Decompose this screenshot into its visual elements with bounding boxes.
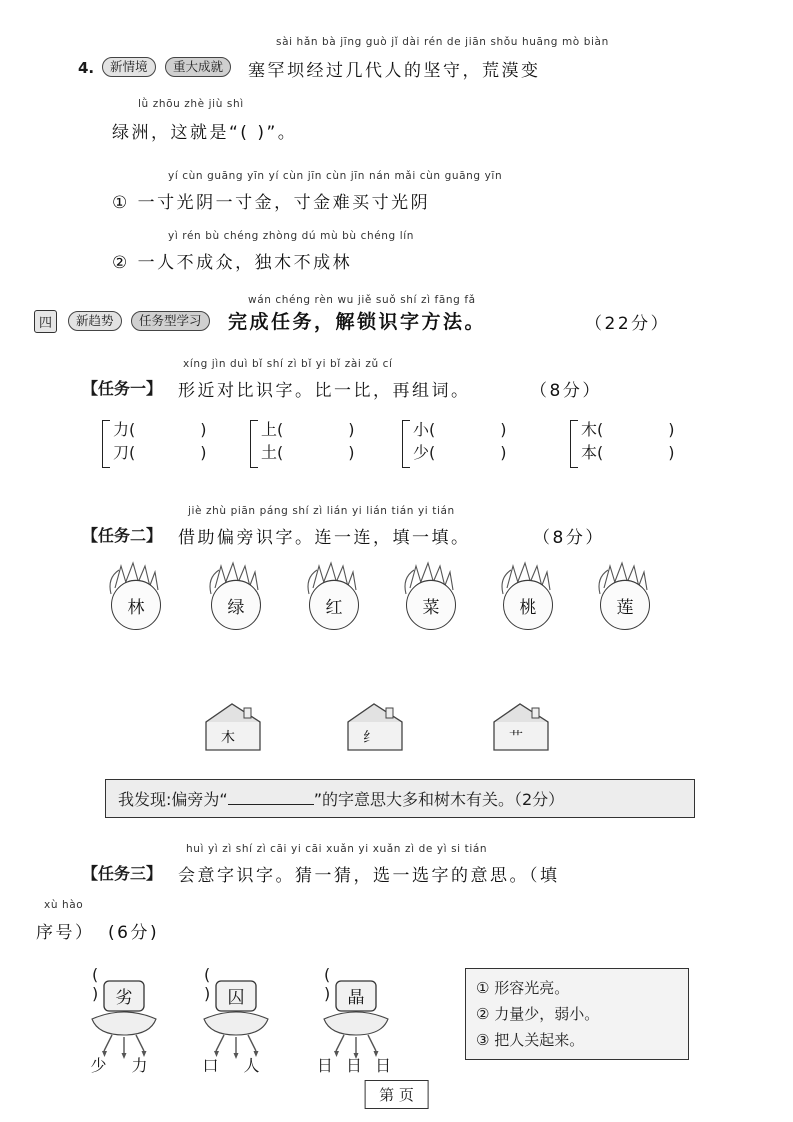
q4-tag-new-context: [102, 56, 156, 77]
task2-label: 【任务二】: [82, 526, 163, 545]
house-icon: [486, 700, 558, 756]
task1-pinyin: xíng jìn duì bǐ shí zì bǐ yi bǐ zài zǔ cí: [183, 358, 393, 370]
section4-title: 完成任务，解锁识字方法。: [228, 311, 487, 333]
discovery-points: （2分）: [513, 790, 565, 809]
task1-g3-top-char: 小: [413, 420, 430, 439]
task3-option-1[interactable]: ① 形容光亮。: [476, 979, 570, 997]
section4-tag-task-learning: [131, 310, 210, 331]
task1-g1-top-char: 力: [113, 420, 130, 439]
hedgehog-bubble-3-label: 红: [309, 580, 359, 630]
hedgehog-bubble-4-label: 菜: [406, 580, 456, 630]
page-footer: [364, 1080, 429, 1109]
task1-row-top[interactable]: 小( ): [413, 420, 508, 439]
hedgehog-bubble-1-label: 林: [111, 580, 161, 630]
task3-item-2[interactable]: [190, 965, 282, 1077]
q4-option1-text[interactable]: ① 一寸光阴一寸金，寸金难买寸光阴: [112, 193, 431, 213]
task3-item-2-paren[interactable]: ( ): [204, 965, 235, 1003]
task1-row-top[interactable]: 上( ): [261, 420, 356, 439]
task1-group-4: [570, 418, 676, 464]
house-card-1[interactable]: [198, 700, 270, 756]
section4-tag1-text: 新趋势: [68, 311, 122, 331]
discovery-blank[interactable]: [228, 789, 314, 805]
task3-item-1-legs: 少 力: [90, 1056, 158, 1075]
task1-row-bottom[interactable]: 少( ): [413, 443, 508, 462]
q4-number-text: 4.: [78, 59, 95, 77]
task1-row-top[interactable]: 力( ): [113, 420, 208, 439]
q4-line2-pinyin: lǜ zhōu zhè jiù shì: [138, 98, 244, 110]
q4-option2-text[interactable]: ② 一人不成众，独木不成林: [112, 253, 353, 273]
task3-pinyin: huì yì zì shí zì cāi yi cāi xuǎn yi xuǎn zì de yì si tián: [186, 843, 488, 855]
hedgehog-bubble-6-label: 莲: [600, 580, 650, 630]
section4-badge-text: 四: [34, 310, 57, 333]
group-bracket: [570, 420, 578, 468]
task1-g2-bottom-char: 土: [261, 443, 278, 462]
svg-text:劣: 劣: [115, 988, 133, 1008]
q4-tag1-text: 新情境: [102, 57, 156, 77]
q4-line1-pinyin: sài hǎn bà jīng guò jǐ dài rén de jiān shǒu huāng mò biàn: [276, 36, 609, 48]
hedgehog-bubble-1[interactable]: [105, 558, 167, 630]
task1-g1-bottom-char: 刀: [113, 443, 130, 462]
task1-group-1: [102, 418, 208, 464]
house-icon: [340, 700, 412, 756]
hedgehog-bubble-3[interactable]: [303, 558, 365, 630]
group-bracket: [250, 420, 258, 468]
task1-g4-bottom-char: 本: [581, 443, 598, 462]
q4-option2-pinyin: yì rén bù chéng zhòng dú mù bù chéng lín: [168, 230, 415, 242]
discovery-prefix: 我发现:偏旁为“: [118, 790, 228, 809]
task3-item-3[interactable]: [310, 965, 402, 1077]
svg-text:纟: 纟: [363, 730, 377, 746]
svg-text:木: 木: [221, 730, 235, 746]
svg-text:囚: 囚: [227, 988, 245, 1008]
task1-text: 形近对比识字。比一比，再组词。: [178, 381, 471, 401]
task3-text2: 序号）: [36, 923, 95, 943]
task1-label: 【任务一】: [82, 379, 163, 398]
section4-badge: [34, 310, 57, 333]
q4-line2-text: 绿洲，这就是“( )”。: [112, 123, 298, 143]
group-bracket: [402, 420, 410, 468]
task2-points: （8分）: [533, 528, 605, 548]
task1-group-2: [250, 418, 356, 464]
task3-options-box: [465, 968, 689, 1060]
task1-row-top[interactable]: 木( ): [581, 420, 676, 439]
discovery-box[interactable]: [105, 779, 695, 818]
task2-pinyin: jiè zhù piān páng shí zì lián yi lián tián yi tián: [188, 505, 455, 517]
house-icon: [198, 700, 270, 756]
task3-option-2[interactable]: ② 力量少，弱小。: [476, 1005, 600, 1023]
task1-row-bottom[interactable]: 本( ): [581, 443, 676, 462]
q4-option1-pinyin: yí cùn guāng yīn yí cùn jīn cùn jīn nán mǎi cùn guāng yīn: [168, 170, 503, 182]
section4-tag2-text: 任务型学习: [131, 311, 210, 331]
task1-group-3: [402, 418, 508, 464]
hedgehog-bubble-4[interactable]: [400, 558, 462, 630]
section4-pinyin: wán chéng rèn wu jiě suǒ shí zì fāng fǎ: [248, 294, 476, 306]
task1-points: （8分）: [530, 381, 602, 401]
task3-item-3-paren[interactable]: ( ): [324, 965, 355, 1003]
page-footer-label: 第 页: [379, 1086, 414, 1104]
hedgehog-bubble-2[interactable]: [205, 558, 267, 630]
hedgehog-bubble-5[interactable]: [497, 558, 559, 630]
task1-g3-bottom-char: 少: [413, 443, 430, 462]
house-card-2[interactable]: [340, 700, 412, 756]
section4-tag-trend: [68, 310, 122, 331]
task2-text: 借助偏旁识字。连一连，填一填。: [178, 528, 471, 548]
group-bracket: [102, 420, 110, 468]
task3-item-1-paren[interactable]: ( ): [92, 965, 123, 1003]
task3-item-1[interactable]: [78, 965, 170, 1077]
hedgehog-bubble-2-label: 绿: [211, 580, 261, 630]
task3-points: (6分): [108, 923, 160, 943]
task3-item-3-legs: 日 日 日: [316, 1056, 396, 1075]
task1-row-bottom[interactable]: 土( ): [261, 443, 356, 462]
svg-text:艹: 艹: [509, 730, 523, 746]
task3-option-3[interactable]: ③ 把人关起来。: [476, 1031, 585, 1049]
section4-points: （22分）: [585, 314, 671, 334]
hedgehog-bubble-6[interactable]: [594, 558, 656, 630]
task3-label: 【任务三】: [82, 864, 163, 883]
q4-line1-text: 塞罕坝经过几代人的坚守，荒漠变: [248, 61, 541, 81]
task3-item-2-legs: 口 人: [202, 1056, 270, 1075]
q4-tag-achievement: [165, 56, 231, 77]
q4-tag2-text: 重大成就: [165, 57, 231, 77]
house-card-3[interactable]: [486, 700, 558, 756]
task1-g2-top-char: 上: [261, 420, 278, 439]
task3-pinyin2: xù hào: [44, 899, 84, 911]
task1-g4-top-char: 木: [581, 420, 598, 439]
svg-text:晶: 晶: [347, 988, 365, 1008]
q4-number: [78, 58, 94, 77]
discovery-suffix: ”的字意思大多和树木有关。: [313, 790, 514, 809]
task3-text: 会意字识字。猜一猜，选一选字的意思。（填: [178, 866, 560, 886]
task1-row-bottom[interactable]: 刀( ): [113, 443, 208, 462]
hedgehog-bubble-5-label: 桃: [503, 580, 553, 630]
